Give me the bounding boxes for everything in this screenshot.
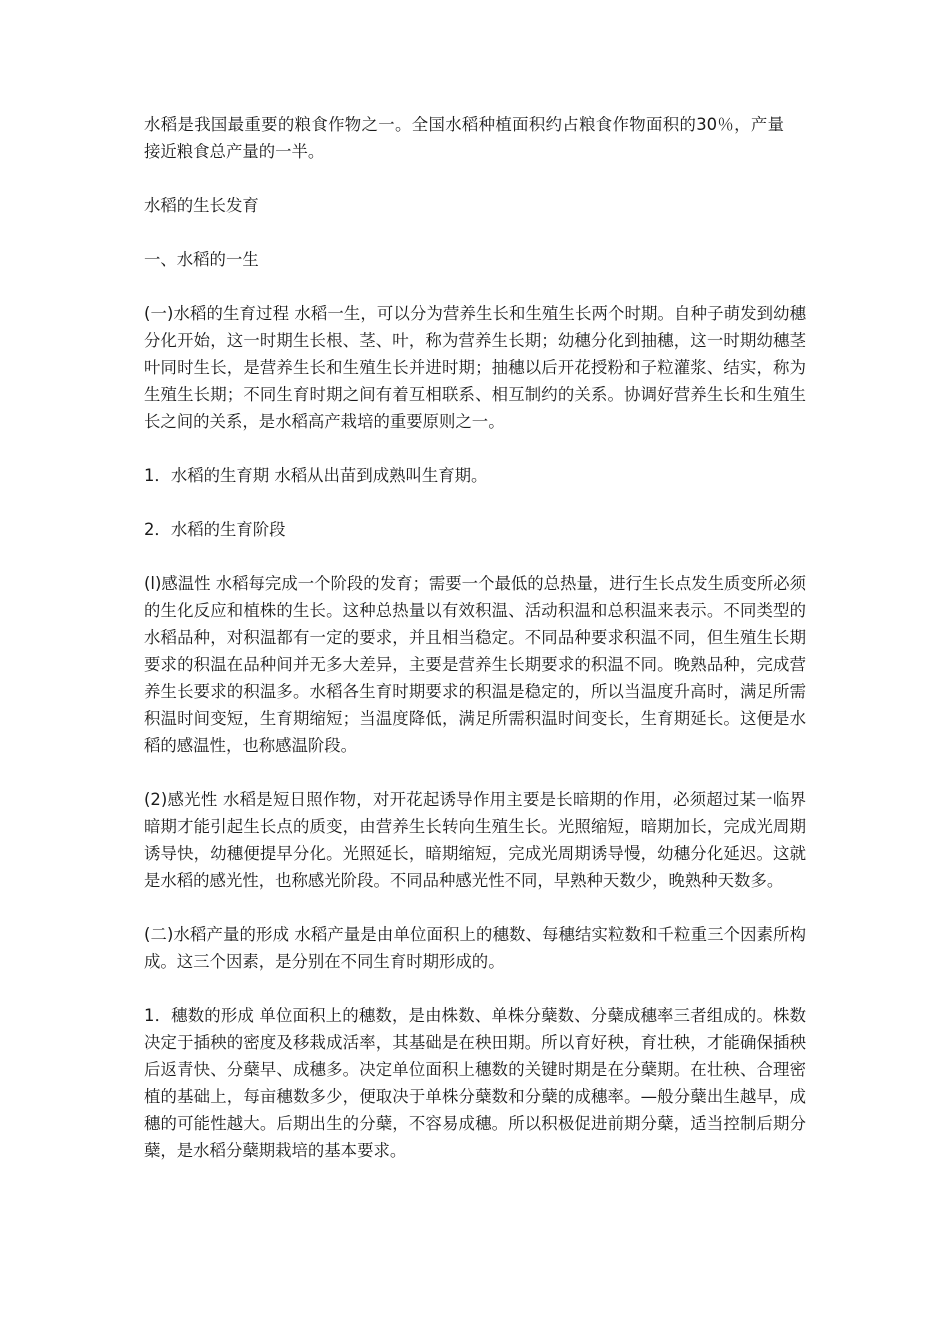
panicle-number-paragraph: 1．穗数的形成 单位面积上的穗数，是由株数、单株分蘖数、分蘖成穗率三者组成的。株数决定于插秧的密度及移栽成活率，其基础是在秧田期。所以育好秧，育壮秧，才能确保插秧后返青快、分蘖早、成穗多。决定单位面积上穗数的关键时期是在分蘖期。在壮秧、合理密植的基础上，每亩穗数多少，便取决于单株分蘖数和分蘖的成穗率。—般分蘖出生越早，成穗的可能性越大。后期出生的分蘖，不容易成穗。所以积极促进前期分蘖，适当控制后期分蘖，是水稻分蘖期栽培的基本要求。 [144, 1006, 806, 1160]
yield-formation-paragraph: (二)水稻产量的形成 水稻产量是由单位面积上的穗数、每穗结实粒数和千粒重三个因素所构成。这三个因素，是分别在不同生育时期形成的。 [144, 925, 806, 971]
document-page [144, 111, 806, 1191]
subsection-heading: 一、水稻的一生 [144, 250, 259, 269]
temperature-sensitivity-paragraph: (l)感温性 水稻每完成一个阶段的发育；需要一个最低的总热量，进行生长点发生质变所必须的生化反应和植株的生长。这种总热量以有效积温、活动积温和总积温来表示。不同类型的水稻品种，对积温都有一定的要求，并且相当稳定。不同品种要求积温不同，但生殖生长期要求的积温在品种间并无多大差异，主要是营养生长期要求的积温不同。晚熟品种，完成营养生长要求的积温多。水稻各生育时期要求的积温是稳定的，所以当温度升高时，满足所需积温时间变短，生育期缩短；当温度降低，满足所需积温时间变长，生育期延长。这便是水稻的感温性，也称感温阶段。 [144, 574, 806, 755]
intro-paragraph: 水稻是我国最重要的粮食作物之一。全国水稻种植面积约占粮食作物面积的30％，产量接近粮食总产量的一半。 [144, 115, 784, 161]
growth-period-paragraph: 1．水稻的生育期 水稻从出苗到成熟叫生育期。 [144, 466, 488, 485]
section-heading: 水稻的生长发育 [144, 196, 259, 215]
growth-process-paragraph: (一)水稻的生育过程 水稻一生，可以分为营养生长和生殖生长两个时期。自种子萌发到幼穗分化开始，这一时期生长根、茎、叶，称为营养生长期；幼穗分化到抽穗，这一时期幼穗茎叶同时生长，是营养生长和生殖生长并进时期；抽穗以后开花授粉和子粒灌浆、结实，称为生殖生长期；不同生育时期之间有着互相联系、相互制约的关系。协调好营养生长和生殖生长之间的关系，是水稻高产栽培的重要原则之一。 [144, 304, 806, 431]
photoperiod-sensitivity-paragraph: (2)感光性 水稻是短日照作物，对开花起诱导作用主要是长暗期的作用，必须超过某一临界暗期才能引起生长点的质变，由营养生长转向生殖生长。光照缩短，暗期加长，完成光周期诱导快，幼穗便提早分化。光照延长，暗期缩短，完成光周期诱导慢，幼穗分化延迟。这就是水稻的感光性，也称感光阶段。不同品种感光性不同，早熟种天数少，晚熟种天数多。 [144, 790, 806, 890]
growth-stage-heading: 2．水稻的生育阶段 [144, 520, 286, 539]
